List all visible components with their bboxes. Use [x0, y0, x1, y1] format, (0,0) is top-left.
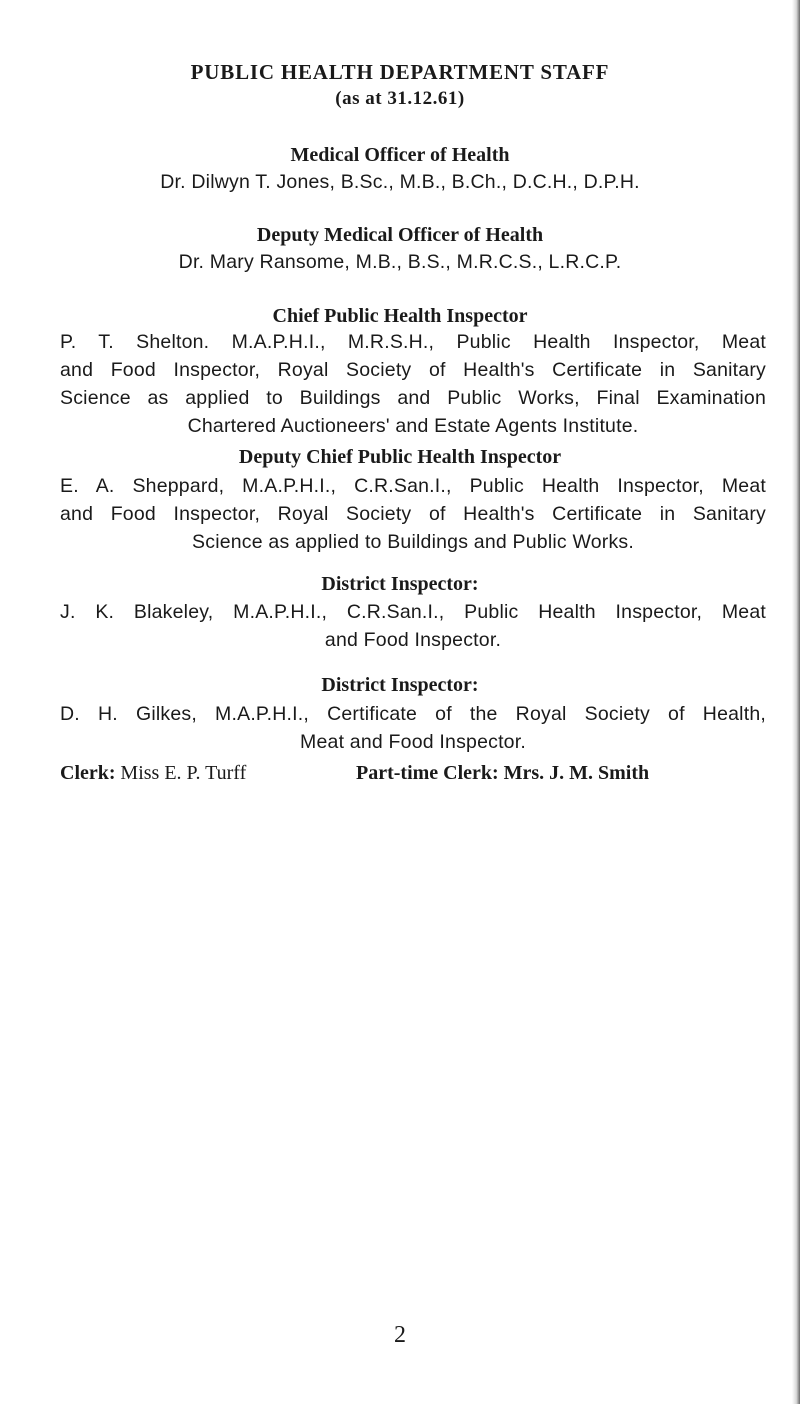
clerk-label: Clerk:: [60, 762, 116, 784]
section-line: and Food Inspector, Royal Society of Health's Certificate in Sanitary: [60, 359, 766, 381]
section-line: Dr. Dilwyn T. Jones, B.Sc., M.B., B.Ch., D.C.H., D.P.H.: [160, 171, 640, 193]
section-body-medical-officer: [62, 168, 738, 196]
page-edge-shadow: [792, 0, 800, 1404]
section-title-district-inspector: District Inspector:: [321, 573, 479, 595]
section-title-chief-inspector: Chief Public Health Inspector: [272, 305, 528, 327]
section-title-medical-officer: Medical Officer of Health: [290, 144, 510, 166]
section-line: Science as applied to Buildings and Public Works, Final Examination: [60, 387, 766, 409]
page-subtitle-date: (as at 31.12.61): [335, 88, 465, 109]
section-line: and Food Inspector.: [324, 629, 502, 651]
page-number: 2: [394, 1322, 406, 1348]
part-time-clerk-name: Mrs. J. M. Smith: [503, 762, 650, 784]
clerk-name: Miss E. P. Turff: [120, 762, 247, 784]
section-body-deputy-chief-inspector: [60, 472, 766, 556]
section-body-chief-inspector: [60, 328, 766, 440]
section-body-district-inspector-blakeley: [60, 598, 766, 654]
section-line: P. T. Shelton. M.A.P.H.I., M.R.S.H., Public Health Inspector, Meat: [60, 331, 766, 353]
section-title-deputy-chief-inspector: Deputy Chief Public Health Inspector: [238, 446, 562, 468]
section-body-district-inspector-gilkes: [60, 700, 766, 756]
page-title: PUBLIC HEALTH DEPARTMENT STAFF: [190, 60, 610, 84]
section-line: Meat and Food Inspector.: [300, 731, 526, 753]
section-line: Chartered Auctioneers' and Estate Agents Institute.: [187, 415, 639, 437]
section-line: Dr. Mary Ransome, M.B., B.S., M.R.C.S., L.R.C.P.: [178, 251, 622, 273]
section-body-deputy-medical-officer: [62, 248, 738, 276]
section-title-deputy-medical-officer: Deputy Medical Officer of Health: [256, 224, 544, 246]
section-line: and Food Inspector, Royal Society of Health's Certificate in Sanitary: [60, 503, 766, 525]
part-time-clerk-entry: [356, 762, 649, 785]
section-line: E. A. Sheppard, M.A.P.H.I., C.R.San.I., Public Health Inspector, Meat: [60, 475, 766, 497]
section-line: D. H. Gilkes, M.A.P.H.I., Certificate of the Royal Society of Health,: [60, 703, 766, 725]
section-line: J. K. Blakeley, M.A.P.H.I., C.R.San.I., Public Health Inspector, Meat: [60, 601, 766, 623]
clerk-entry: [60, 762, 246, 785]
part-time-clerk-label: Part-time Clerk:: [356, 762, 499, 784]
section-title-district-inspector: District Inspector:: [321, 674, 479, 696]
section-line: Science as applied to Buildings and Public Works.: [192, 531, 634, 553]
